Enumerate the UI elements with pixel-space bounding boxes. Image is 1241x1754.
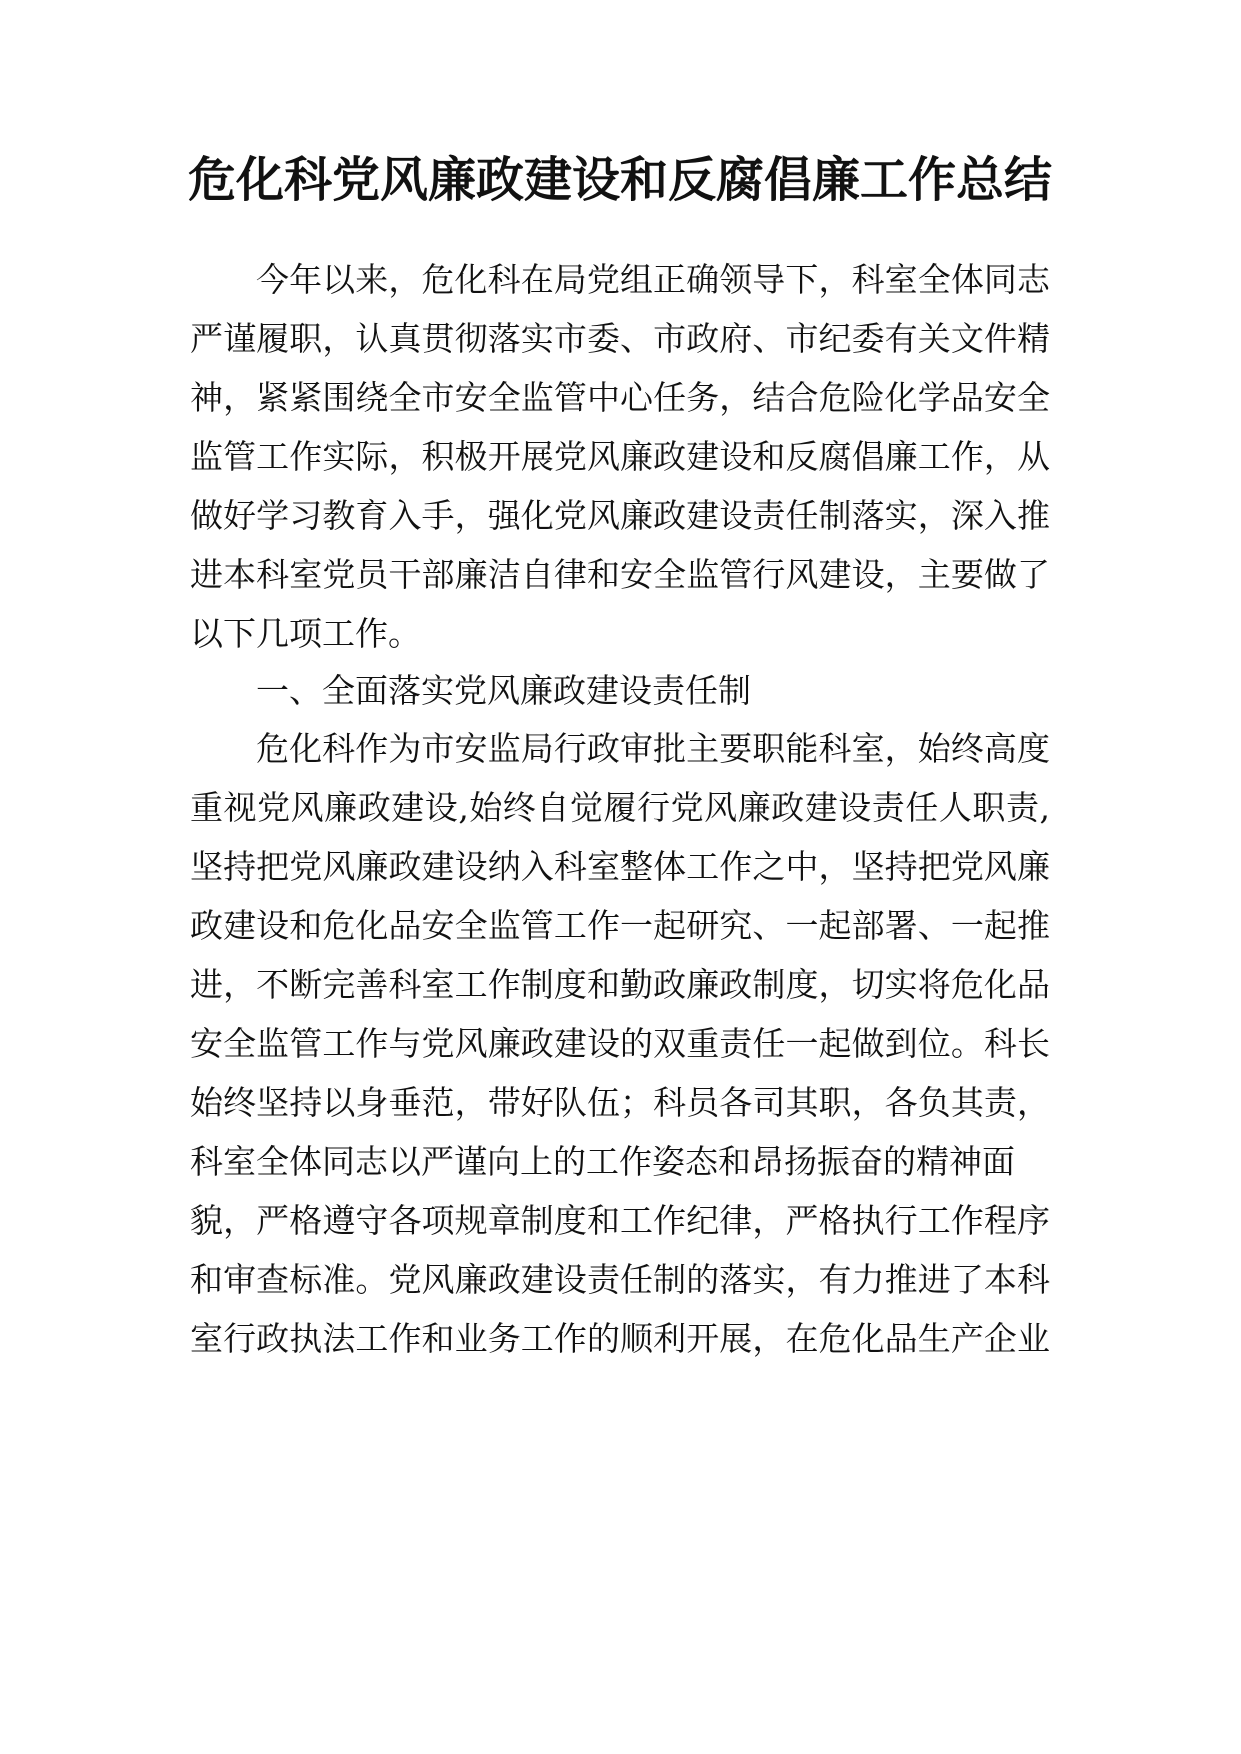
paragraph-line: 和审查标准。党风廉政建设责任制的落实，有力推进了本科 xyxy=(190,1260,1050,1299)
paragraph-line: 危化科作为市安监局行政审批主要职能科室，始终高度 xyxy=(256,729,1050,768)
paragraph-line: 监管工作实际，积极开展党风廉政建设和反腐倡廉工作，从 xyxy=(190,437,1050,476)
paragraph-line: 做好学习教育入手，强化党风廉政建设责任制落实，深入推 xyxy=(190,496,1050,535)
paragraph-line: 貌，严格遵守各项规章制度和工作纪律，严格执行工作程序 xyxy=(190,1201,1050,1240)
paragraph-line: 坚持把党风廉政建设纳入科室整体工作之中，坚持把党风廉 xyxy=(190,847,1050,886)
section-heading: 一、全面落实党风廉政建设责任制 xyxy=(256,671,751,710)
paragraph-line: 进本科室党员干部廉洁自律和安全监管行风建设，主要做了 xyxy=(190,555,1050,594)
paragraph-line: 政建设和危化品安全监管工作一起研究、一起部署、一起推 xyxy=(190,906,1050,945)
paragraph-line: 室行政执法工作和业务工作的顺利开展，在危化品生产企业 xyxy=(190,1319,1050,1358)
paragraph-line: 进，不断完善科室工作制度和勤政廉政制度，切实将危化品 xyxy=(190,965,1050,1004)
paragraph-line: 科室全体同志以严谨向上的工作姿态和昂扬振奋的精神面 xyxy=(190,1142,1015,1181)
paragraph-line: 严谨履职，认真贯彻落实市委、市政府、市纪委有关文件精 xyxy=(190,319,1050,358)
paragraph-line: 神，紧紧围绕全市安全监管中心任务，结合危险化学品安全 xyxy=(190,378,1050,417)
paragraph-line: 以下几项工作。 xyxy=(190,614,421,653)
paragraph-line: 今年以来，危化科在局党组正确领导下，科室全体同志 xyxy=(256,260,1050,299)
page-title: 危化科党风廉政建设和反腐倡廉工作总结 xyxy=(188,152,1053,208)
paragraph-line: 重视党风廉政建设,始终自觉履行党风廉政建设责任人职责, xyxy=(190,788,1050,827)
paragraph-line: 始终坚持以身垂范，带好队伍；科员各司其职，各负其责， xyxy=(190,1083,1050,1122)
paragraph-line: 安全监管工作与党风廉政建设的双重责任一起做到位。科长 xyxy=(190,1024,1050,1063)
